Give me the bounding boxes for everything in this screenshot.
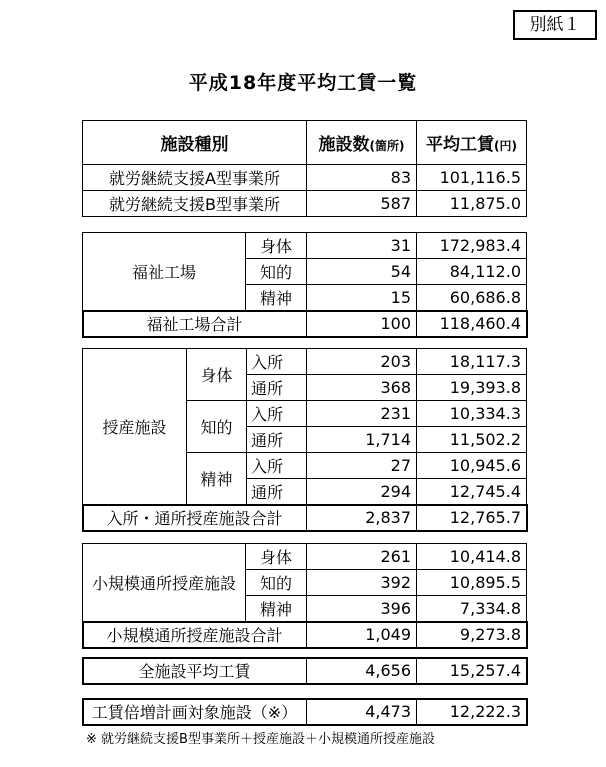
small-count: 392	[307, 570, 417, 596]
jusan-wage: 11,502.2	[417, 427, 527, 453]
welfare-total-count: 100	[307, 311, 417, 337]
small-total-wage: 9,273.8	[417, 622, 527, 648]
jusan-total-count: 2,837	[307, 505, 417, 531]
target-count: 4,473	[307, 699, 417, 725]
welfare-sub: 知的	[246, 259, 307, 285]
jusan-kind: 入所	[247, 453, 307, 479]
jusan-count: 294	[307, 479, 417, 505]
small-total-count: 1,049	[307, 622, 417, 648]
page-title: 平成18年度平均工賃一覧	[188, 72, 418, 94]
small-label: 小規模通所授産施設	[83, 544, 246, 622]
type-b-wage: 11,875.0	[417, 191, 527, 217]
welfare-total-wage: 118,460.4	[417, 311, 527, 337]
jusan-count: 1,714	[307, 427, 417, 453]
header-count	[307, 121, 417, 165]
type-a-wage: 101,116.5	[417, 165, 527, 191]
jusan-total-row	[83, 505, 527, 531]
welfare-wage: 172,983.4	[417, 233, 527, 259]
type-a-label: 就労継続支援A型事業所	[83, 165, 307, 191]
jusan-wage: 18,117.3	[417, 349, 527, 375]
jusan-label: 授産施設	[83, 349, 187, 505]
target-row	[83, 699, 527, 725]
jusan-kind: 入所	[247, 401, 307, 427]
type-a-count: 83	[307, 165, 417, 191]
jusan-sub: 知的	[187, 401, 247, 453]
welfare-sub: 身体	[246, 233, 307, 259]
small-sub: 身体	[246, 544, 307, 570]
jusan-sub: 精神	[187, 453, 247, 505]
jusan-total-label: 入所・通所授産施設合計	[83, 505, 307, 531]
jusan-total-wage: 12,765.7	[417, 505, 527, 531]
jusan-sub: 身体	[187, 349, 247, 401]
all-average-row	[83, 658, 527, 684]
jusan-kind: 通所	[247, 375, 307, 401]
table-row	[83, 544, 527, 570]
small-wage: 10,414.8	[417, 544, 527, 570]
jusan-kind: 通所	[247, 479, 307, 505]
small-count: 261	[307, 544, 417, 570]
all-average-count: 4,656	[307, 658, 417, 684]
header-avg-wage	[417, 121, 527, 165]
small-count: 396	[307, 596, 417, 622]
welfare-count: 15	[307, 285, 417, 311]
header-avg-wage-label: 平均工賃	[426, 135, 494, 155]
attachment-label: 別紙１	[513, 10, 597, 40]
table-header-section	[82, 120, 527, 217]
welfare-factory-section	[82, 232, 527, 337]
small-sub: 知的	[246, 570, 307, 596]
header-count-label: 施設数	[318, 135, 370, 155]
jusan-kind: 入所	[247, 349, 307, 375]
table-row	[83, 349, 527, 375]
small-sub: 精神	[246, 596, 307, 622]
welfare-sub: 精神	[246, 285, 307, 311]
small-wage: 10,895.5	[417, 570, 527, 596]
welfare-count: 31	[307, 233, 417, 259]
table-row	[83, 191, 527, 217]
type-b-label: 就労継続支援B型事業所	[83, 191, 307, 217]
header-count-unit: (箇所)	[369, 139, 405, 153]
welfare-label: 福祉工場	[83, 233, 246, 311]
welfare-total-row	[83, 311, 527, 337]
welfare-count: 54	[307, 259, 417, 285]
jusan-count: 368	[307, 375, 417, 401]
header-row	[83, 121, 527, 165]
jusan-wage: 10,945.6	[417, 453, 527, 479]
welfare-total-label: 福祉工場合計	[83, 311, 307, 337]
header-facility-type: 施設種別	[83, 121, 307, 165]
jusan-section	[82, 348, 527, 531]
small-total-label: 小規模通所授産施設合計	[83, 622, 307, 648]
small-wage: 7,334.8	[417, 596, 527, 622]
all-average-section	[82, 657, 527, 684]
target-section	[82, 698, 527, 725]
small-total-row	[83, 622, 527, 648]
jusan-count: 203	[307, 349, 417, 375]
table-row	[83, 233, 527, 259]
jusan-kind: 通所	[247, 427, 307, 453]
jusan-wage: 19,393.8	[417, 375, 527, 401]
table-row	[83, 165, 527, 191]
welfare-wage: 60,686.8	[417, 285, 527, 311]
all-average-label: 全施設平均工賃	[83, 658, 307, 684]
header-avg-wage-unit: (円)	[494, 139, 517, 153]
small-scale-section	[82, 543, 527, 648]
jusan-wage: 10,334.3	[417, 401, 527, 427]
jusan-count: 231	[307, 401, 417, 427]
welfare-wage: 84,112.0	[417, 259, 527, 285]
all-average-wage: 15,257.4	[417, 658, 527, 684]
footnote: ※ 就労継続支援B型事業所＋授産施設＋小規模通所授産施設	[86, 732, 435, 747]
target-wage: 12,222.3	[417, 699, 527, 725]
target-label: 工賃倍増計画対象施設（※）	[83, 699, 307, 725]
jusan-count: 27	[307, 453, 417, 479]
jusan-wage: 12,745.4	[417, 479, 527, 505]
type-b-count: 587	[307, 191, 417, 217]
